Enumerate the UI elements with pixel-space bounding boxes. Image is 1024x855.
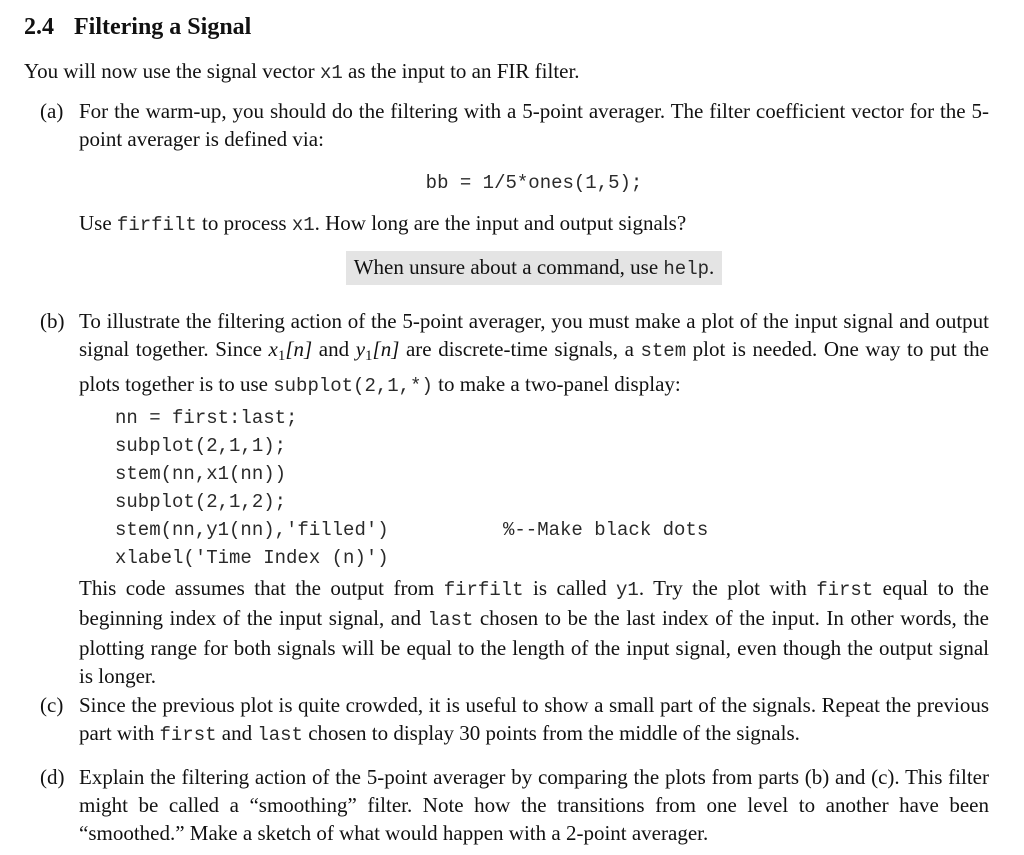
part-c [40, 691, 990, 749]
part-b-label: (b) [40, 309, 65, 333]
intro-paragraph [24, 57, 994, 87]
code-line: xlabel('Time Index (n)') [115, 547, 389, 569]
part-a-code: bb = 1/5*ones(1,5); [425, 172, 643, 194]
code-x1: x1 [291, 214, 315, 236]
section-heading [24, 12, 251, 42]
code-help: help [663, 258, 710, 280]
part-c-label: (c) [40, 693, 64, 717]
part-a-question-end: . How long are the input and output signals? [314, 211, 687, 235]
part-a-question [79, 209, 989, 239]
part-c-text-1: Since the previous plot is quite crowded, it is useful to show a small part of the signals. Repeat the previous part with [79, 693, 989, 745]
code-line: subplot(2,1,1); [115, 435, 287, 457]
part-b-after-5: chosen to be the last index of the input. In other words, the plotting range for both signals will be equal to the length of the input signal, even though the output signal is longer. [79, 606, 989, 688]
code-line: stem(nn,x1(nn)) [115, 463, 287, 485]
part-a-question-mid: to process [196, 211, 292, 235]
section-title: Filtering a Signal [74, 14, 252, 40]
code-line-stem-filled: stem(nn,y1(nn),'filled') [115, 519, 389, 541]
code-y1: y1 [616, 579, 639, 601]
code-last: last [427, 609, 474, 631]
code-subplot: subplot(2,1,*) [273, 375, 433, 397]
code-first: first [816, 579, 874, 601]
code-firfilt: firfilt [116, 214, 197, 236]
x-symbol: x [268, 337, 278, 361]
y-argument: [n] [372, 337, 400, 361]
intro-code-x1: x1 [319, 62, 343, 84]
part-a-question-start: Use [79, 211, 117, 235]
code-firfilt: firfilt [443, 579, 524, 601]
help-note [346, 251, 723, 285]
part-b-after-4: equal to the beginning index of the input signal, and [79, 576, 990, 630]
part-d [40, 763, 990, 847]
section-number: 2.4 [24, 14, 54, 40]
part-d-label: (d) [40, 765, 65, 789]
part-c-text-3: chosen to display 30 points from the middle of the signals. [302, 721, 800, 745]
part-b-after-1: This code assumes that the output from [79, 576, 444, 600]
code-first: first [159, 724, 217, 746]
part-c-text-2: and [216, 721, 258, 745]
part-b-text-2: are discrete-time signals, a [399, 337, 641, 361]
help-note-period: . [709, 255, 715, 279]
part-b-after-3: . Try the plot with [638, 576, 817, 600]
part-c-text [79, 691, 989, 749]
code-last: last [257, 724, 303, 746]
signal-x1n [268, 337, 313, 364]
x-subscript: 1 [277, 348, 286, 364]
x-argument: [n] [285, 337, 313, 361]
part-b-text-3: plot is needed. One way to put the plots together is to use [79, 337, 990, 396]
part-b-after-2: is called [523, 576, 617, 600]
part-b-text-1: To illustrate the filtering action of the 5-point averager, you must make a plot of the input signal and output signal together. Since [79, 309, 989, 361]
intro-text-start: You will now use the signal vector [24, 59, 320, 83]
part-d-text: Explain the filtering action of the 5-point averager by comparing the plots from parts (b) and (c). This filter might be called a “smoothing” filter. Note how the transitions from one level to another have been “smoothed.” Make a sketch of what would happen with a 2-point averager. [79, 765, 989, 845]
help-note-text: When unsure about a command, use [353, 255, 664, 279]
code-block [115, 404, 989, 572]
y-symbol: y [355, 337, 366, 361]
part-a-label: (a) [40, 99, 64, 123]
part-a-text: For the warm-up, you should do the filtering with a 5-point averager. The filter coefficient vector for the 5-point averager is defined via: [79, 99, 989, 151]
part-a [40, 97, 990, 285]
code-line: nn = first:last; [115, 407, 298, 429]
code-line-with-comment [115, 516, 989, 544]
part-b-intro [79, 307, 989, 400]
part-b-text-4: to make a two-panel display: [432, 372, 681, 396]
y-subscript: 1 [365, 348, 373, 364]
code-comment: %--Make black dots [503, 519, 709, 541]
code-line: subplot(2,1,2); [115, 491, 287, 513]
part-b [40, 307, 990, 690]
part-b-and: and [312, 337, 356, 361]
code-stem: stem [640, 340, 687, 362]
intro-text-end: as the input to an FIR filter. [342, 59, 580, 83]
part-b-explanation [79, 574, 989, 690]
signal-y1n [355, 337, 400, 364]
